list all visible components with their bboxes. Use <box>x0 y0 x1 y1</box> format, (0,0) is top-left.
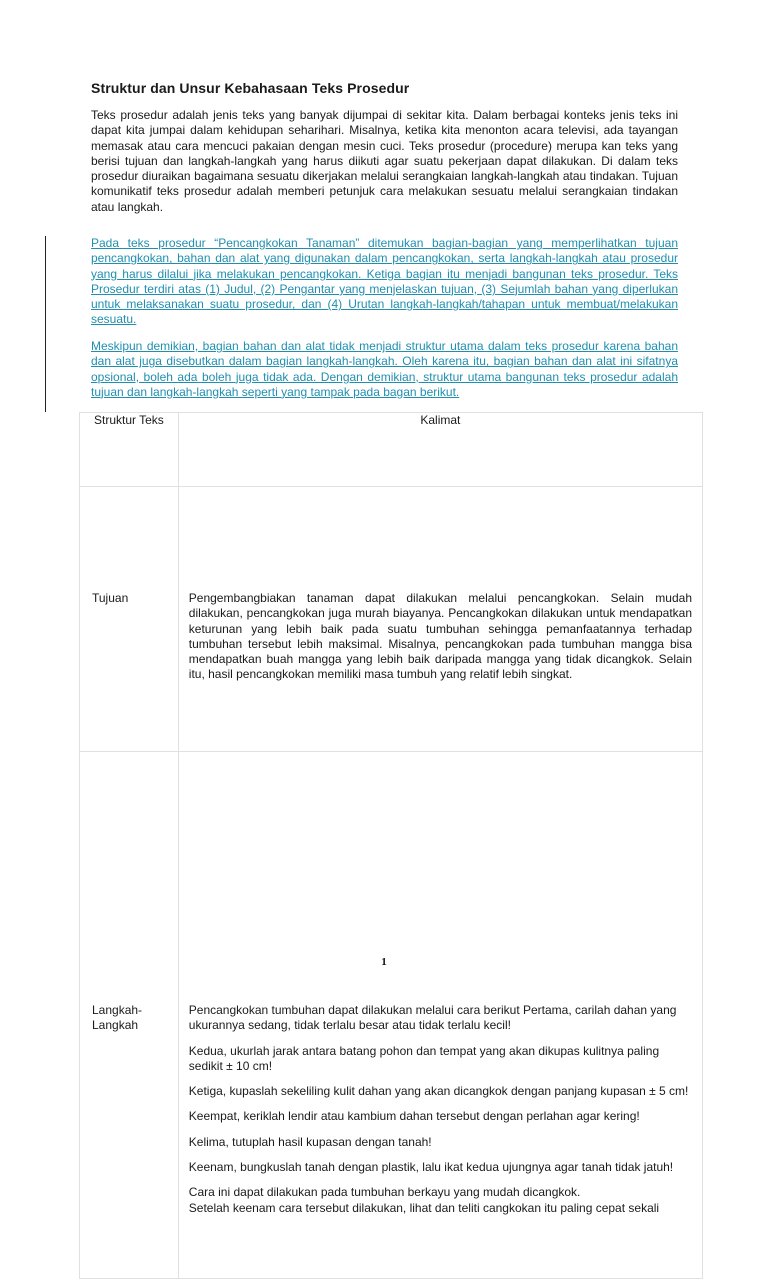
langkah-label <box>80 752 179 1279</box>
optional-materials-paragraph-link[interactable]: Meskipun demikian, bagian bahan dan alat tidak menjadi struktur utama dalam teks prosedur karena bahan dan alat juga disebutkan dalam bagian langkah-langkah. Oleh karena itu, bagian bahan dan alat ini sifatnya opsional, boleh ada boleh juga tidak ada. Dengan demikian, struktur utama bangunan teks prosedur adalah tujuan dan langkah-langkah seperti yang tampak pada bagan berikut. <box>91 339 678 399</box>
intro-paragraph: Teks prosedur adalah jenis teks yang banyak dijumpai di sekitar kita. Dalam berbagai konteks jenis teks ini dapat kita jumpai dalam kehidupan seharihari. Misalnya, ketika kita menonton acara televisi, ada tayangan memasak atau cara mencuci pakaian dengan mesin cuci. Teks prosedur (procedure) merupa kan teks yang berisi tujuan dan langkah-langkah yang harus diikuti agar suatu pekerjaan dapat dilakukan. Di dalam teks prosedur diuraikan bagaimana sesuatu dikerjakan melalui serangkaian langkah-langkah atau tindakan. Tujuan komunikatif teks prosedur adalah memberi petunjuk cara melakukan sesuatu melalui serangkaian tindakan atau langkah. <box>91 108 678 214</box>
table-row-langkah <box>80 752 703 1279</box>
structure-table <box>79 412 703 1279</box>
structure-paragraph-link[interactable]: Pada teks prosedur “Pencangkokan Tanaman” ditemukan bagian-bagian yang memperlihatkan tujuan pencangkokan, bahan dan alat yang digunakan dalam pencangkokan, serta langkah-langkah atau prosedur yang harus dilalui jika melakukan pencangkokan. Ketiga bagian itu menjadi bangunan teks prosedur. Teks Prosedur terdiri atas (1) Judul, (2) Pengantar yang menjelaskan tujuan, (3) Sejumlah bahan yang diperlukan untuk melaksanakan suatu prosedur, dan (4) Urutan langkah-langkah/tahapan untuk membuat/melakukan sesuatu. <box>91 236 678 327</box>
langkah-label-line2: Langkah <box>92 1018 139 1033</box>
tujuan-text: Pengembangbiakan tanaman dapat dilakukan melalui pencangkokan. Selain mudah dilakukan, pencangkokan juga murah biayanya. Pencangkokan dilakukan untuk mendapatkan keturunan yang lebih baik pada suatu tumbuhan sehingga pemanfaatannya terhadap tumbuhan tersebut lebih maksimal. Misalnya, pencangkokan pada tumbuhan mangga bisa mendapatkan buah mangga yang lebih baik daripada mangga yang tidak dicangkok. Selain itu, hasil pencangkokan memiliki masa tumbuh yang relatif lebih singkat. <box>188 591 692 682</box>
change-bar <box>45 236 46 412</box>
header-struktur-teks: Struktur Teks <box>80 413 179 487</box>
step-item: Setelah keenam cara tersebut dilakukan, lihat dan teliti cangkokan itu paling cepat sekali <box>188 1200 660 1215</box>
header-kalimat: Kalimat <box>178 413 702 487</box>
langkah-cell <box>178 752 702 1279</box>
tujuan-label: Tujuan <box>80 487 179 752</box>
step-item: Ketiga, kupaslah sekeliling kulit dahan yang akan dicangkok dengan panjang kupasan ± 5 cm! <box>188 1084 689 1099</box>
table-header-row <box>80 413 703 487</box>
structure-paragraph <box>91 236 678 328</box>
table-row-tujuan <box>80 487 703 752</box>
step-item: Keenam, bungkuslah tanah dengan plastik, lalu ikat kedua ujungnya agar tanah tidak jatuh! <box>188 1160 674 1175</box>
step-item: Kelima, tutuplah hasil kupasan dengan tanah! <box>188 1134 432 1149</box>
step-item: Cara ini dapat dilakukan pada tumbuhan berkayu yang mudah dicangkok. <box>188 1185 581 1200</box>
page-number: 1 <box>381 956 387 968</box>
langkah-label-line1: Langkah- <box>92 1003 143 1017</box>
step-item: Keempat, keriklah lendir atau kambium dahan tersebut dengan perlahan agar kering! <box>188 1109 640 1124</box>
step-item: Kedua, ukurlah jarak antara batang pohon dan tempat yang akan dikupas kulitnya paling sedikit ± 10 cm! <box>188 1043 660 1073</box>
step-item: Pencangkokan tumbuhan dapat dilakukan melalui cara berikut Pertama, carilah dahan yang ukurannya sedang, tidak terlalu besar atau tidak terlalu kecil! <box>188 1003 677 1033</box>
optional-materials-paragraph <box>91 339 678 400</box>
tujuan-cell <box>178 487 702 752</box>
document-title: Struktur dan Unsur Kebahasaan Teks Prosedur <box>91 80 410 96</box>
